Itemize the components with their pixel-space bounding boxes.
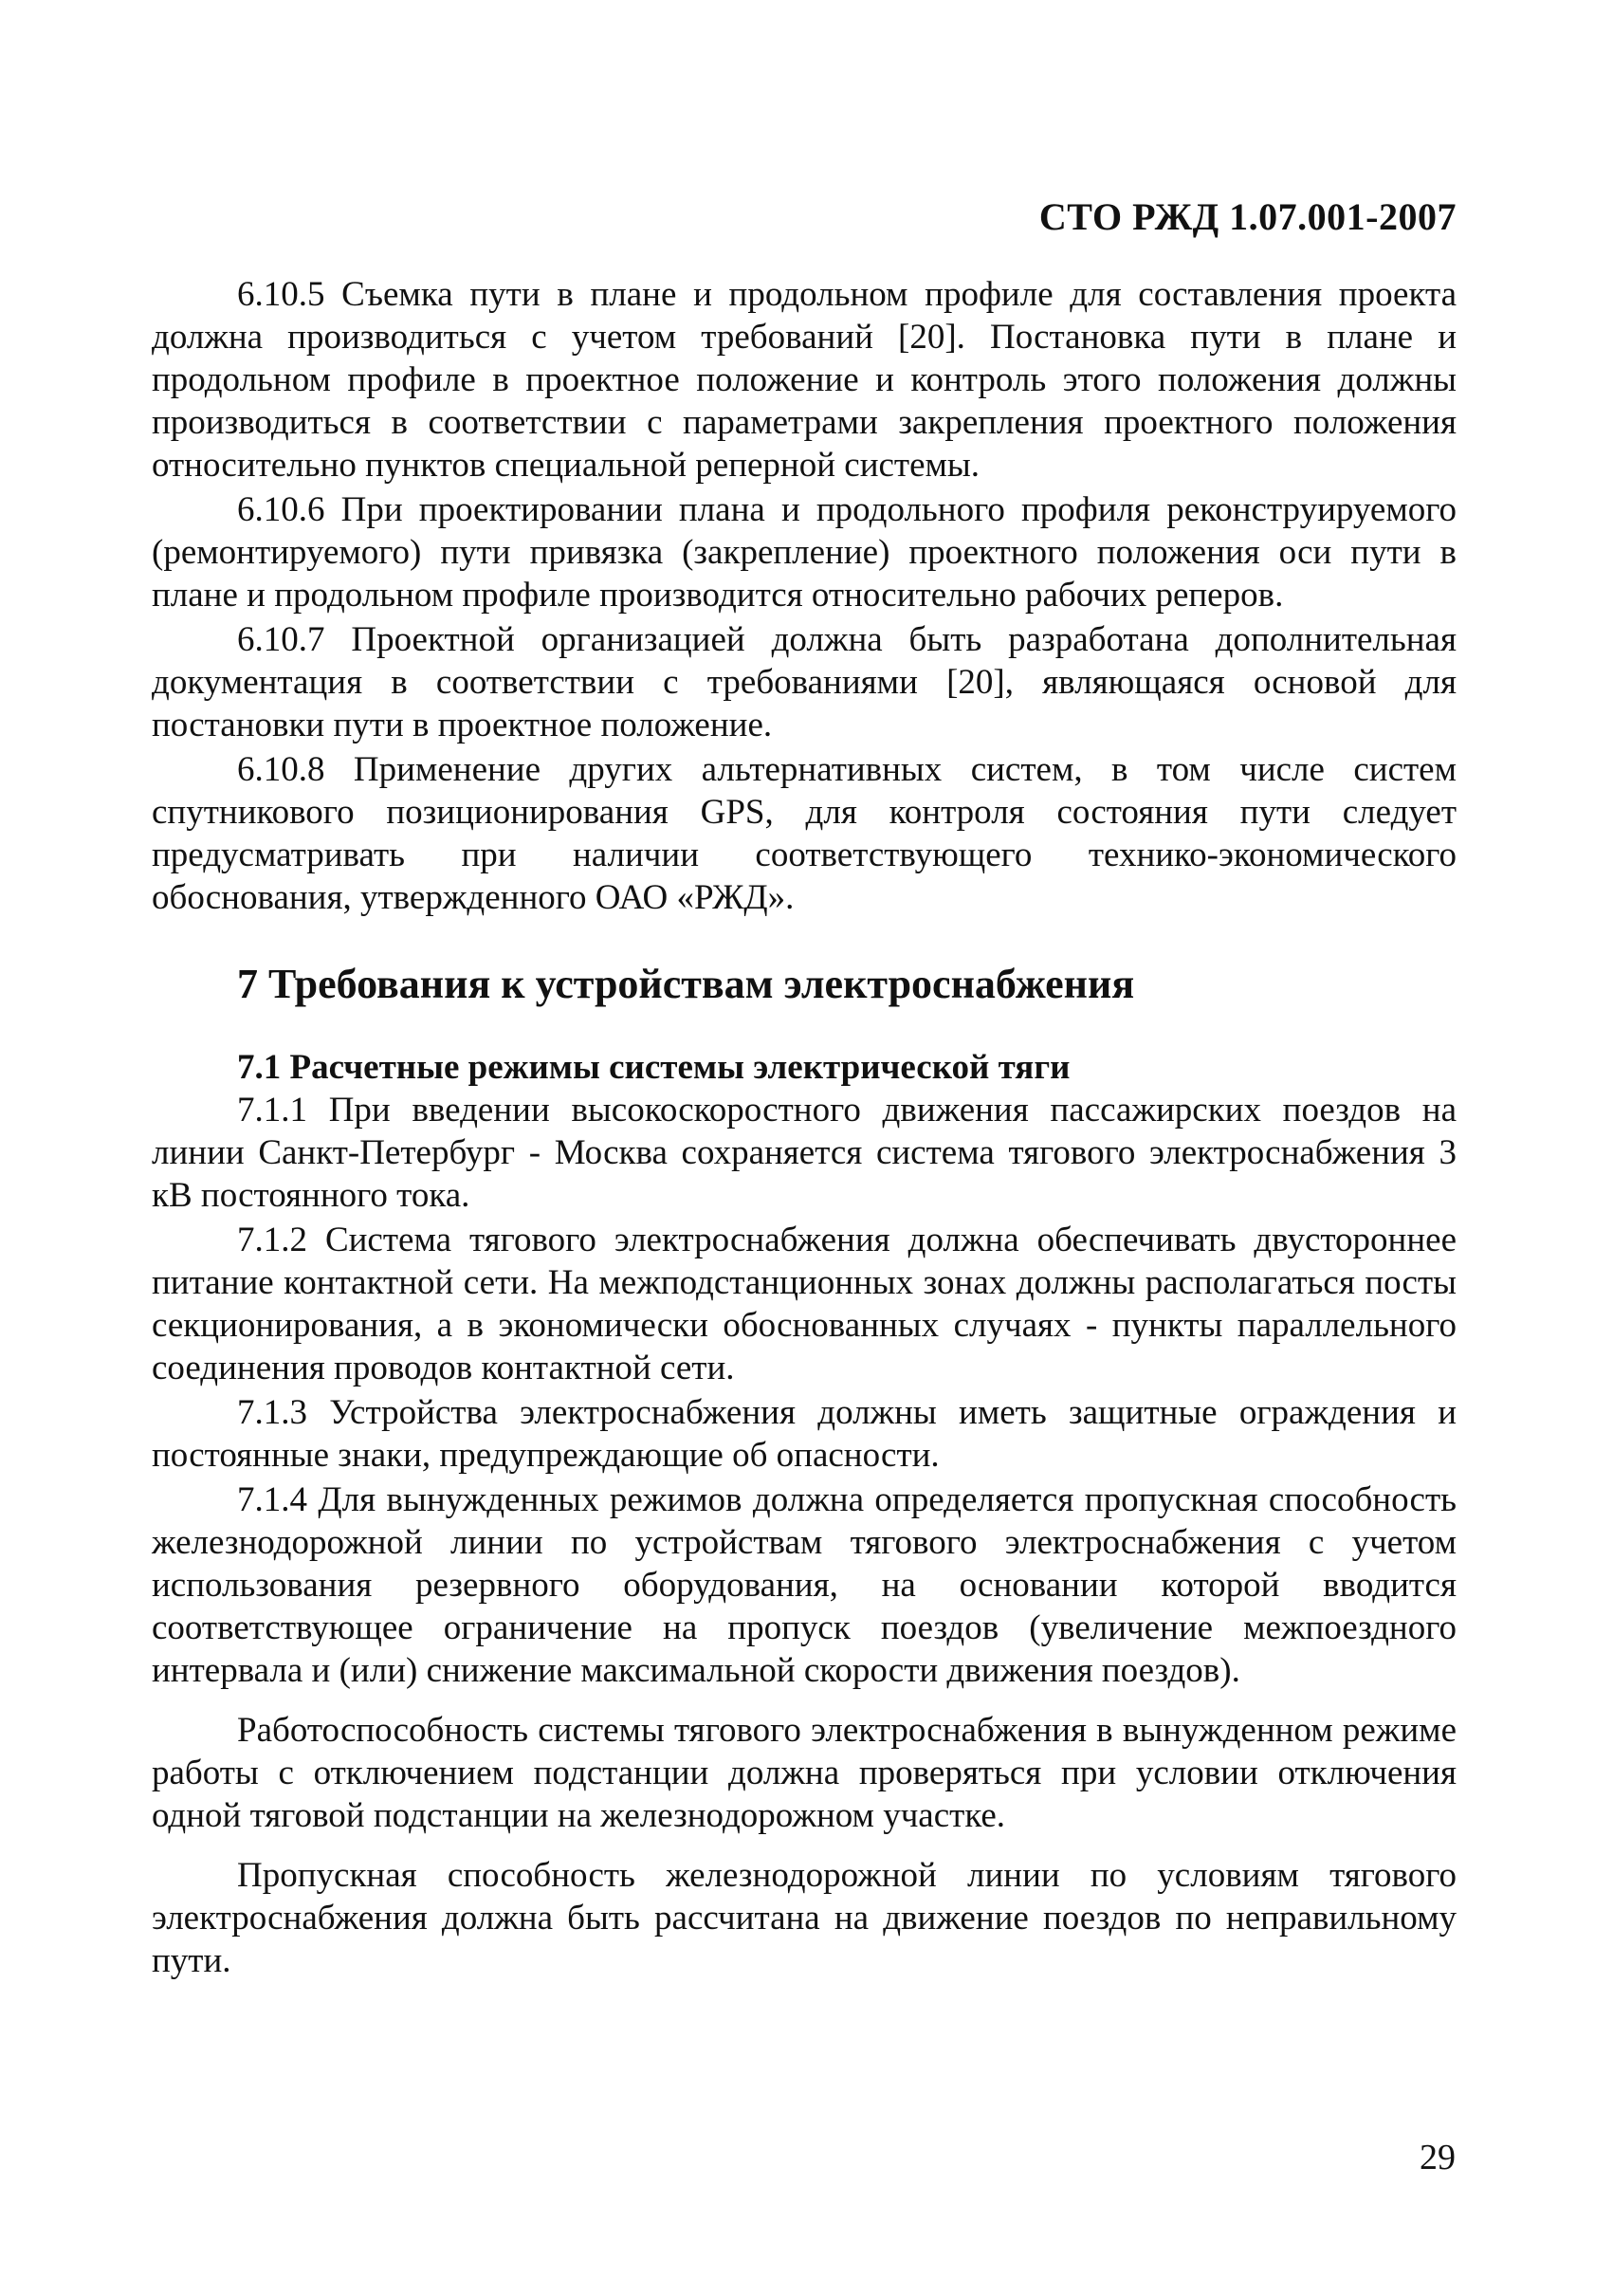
paragraph-6-10-7: 6.10.7 Проектной организацией должна быть разработана дополнительная документация в соответствии с требованиями [20], являющаяся основой для постановки пути в проектное положение. — [152, 620, 1457, 744]
paragraph-capacity: Пропускная способность железнодорожной линии по условиям тягового электроснабжения должна быть рассчитана на движение поездов по неправильному пути. — [152, 1856, 1457, 1980]
subsection-heading: 7.1 Расчетные режимы системы электрической тяги — [237, 1048, 1071, 1087]
paragraph-7-1-2: 7.1.2 Система тягового электроснабжения должна обеспечивать двустороннее питание контактной сети. На межподстанционных зонах должны располагаться посты секционирования, а в экономически обоснованных случаях - пункты параллельного соединения проводов контактной сети. — [152, 1221, 1457, 1387]
paragraph-6-10-5: 6.10.5 Съемка пути в плане и продольном профиле для составления проекта должна производиться с учетом требований [20]. Постановка пути в плане и продольном профиле в проектное положение и контроль этого положения должны производиться в соответствии с параметрами закрепления проектного положения относительно пунктов специальной реперной системы. — [152, 275, 1457, 485]
paragraph-reliability: Работоспособность системы тягового электроснабжения в вынужденном режиме работы с отключением подстанции должна проверяться при условии отключения одной тяговой подстанции на железнодорожном участке. — [152, 1711, 1457, 1835]
page-number: 29 — [1420, 2138, 1456, 2177]
page-content — [152, 273, 1457, 1982]
paragraph-7-1-1: 7.1.1 При введении высокоскоростного движения пассажирских поездов на линии Санкт-Петербург - Москва сохраняется система тягового электроснабжения 3 кВ постоянного тока. — [152, 1091, 1457, 1215]
paragraph-6-10-6: 6.10.6 При проектировании плана и продольного профиля реконструируемого (ремонтируемого) пути привязка (закрепление) проектного положения оси пути в плане и продольном профиле производится относительно рабочих реперов. — [152, 490, 1457, 615]
section-heading: 7 Требования к устройствам электроснабжения — [237, 961, 1135, 1007]
document-code: СТО РЖД 1.07.001-2007 — [1038, 195, 1457, 238]
paragraph-6-10-8: 6.10.8 Применение других альтернативных систем, в том числе систем спутникового позиционирования GPS, для контроля состояния пути следует предусматривать при наличии соответствующего технико-экономического обоснования, утвержденного ОАО «РЖД». — [152, 750, 1457, 917]
paragraph-7-1-4: 7.1.4 Для вынужденных режимов должна определяется пропускная способность железнодорожной линии по устройствам тягового электроснабжения с учетом использования резервного оборудования, на основании которой вводится соответствующее ограничение на пропуск поездов (увеличение межпоездного интервала и (или) снижение максимальной скорости движения поездов). — [152, 1480, 1457, 1690]
paragraph-7-1-3: 7.1.3 Устройства электроснабжения должны иметь защитные ограждения и постоянные знаки, предупреждающие об опасности. — [152, 1393, 1457, 1475]
